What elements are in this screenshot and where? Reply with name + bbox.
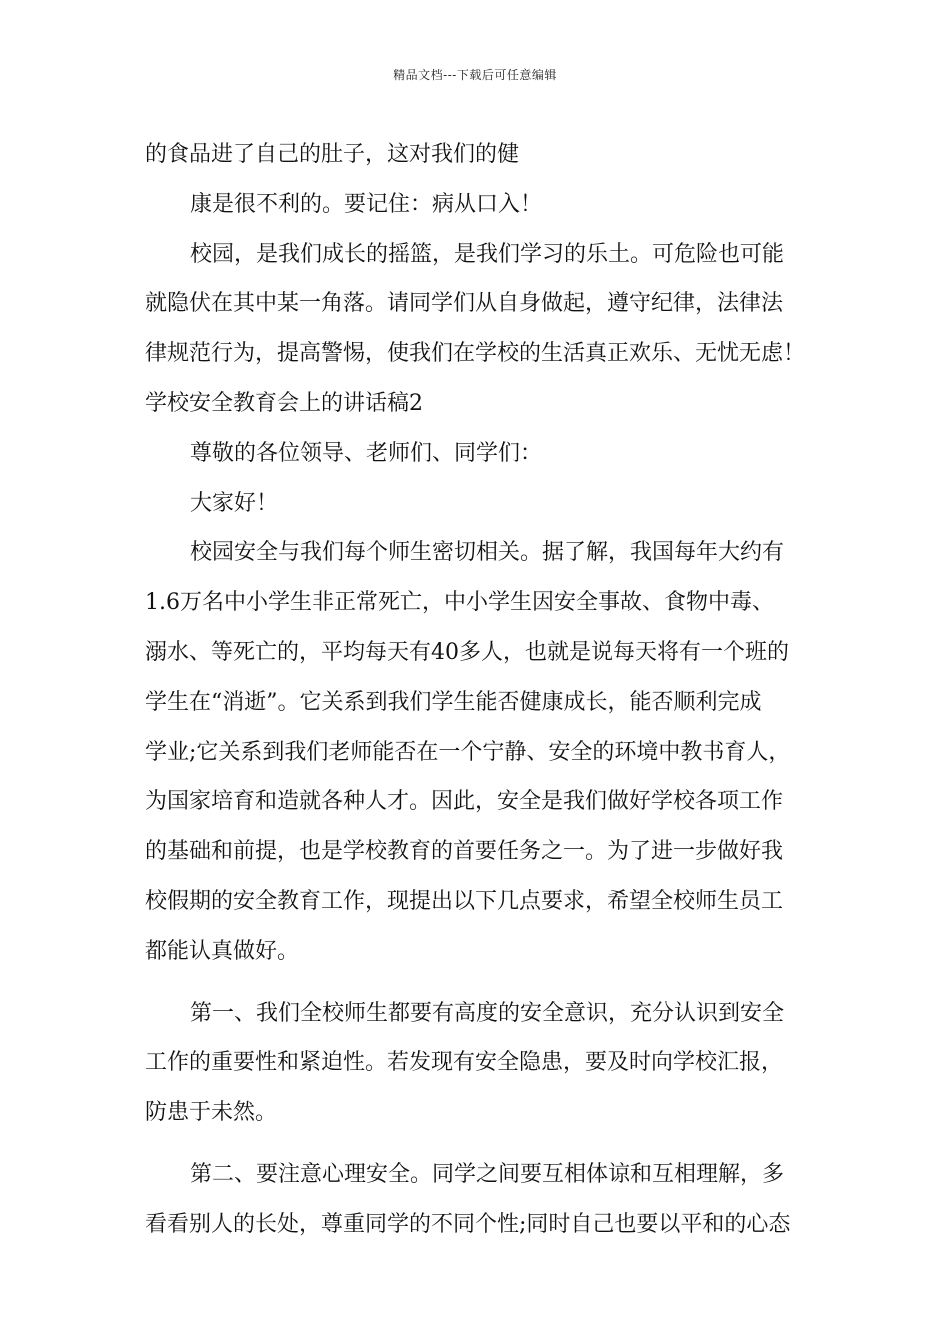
section-title: 学校安全教育会上的讲话稿2 [145,390,423,416]
paragraph-gap [145,1138,810,1150]
text-line: 学业;它关系到我们老师能否在一个宁静、安全的环境中教书育人， [145,739,791,765]
text-line: 工作的重要性和紧迫性。若发现有安全隐患，要及时向学校汇报， [145,1050,784,1076]
text-line: 的食品进了自己的肚子，这对我们的健 [145,142,520,167]
document-body [145,130,810,1250]
text-line: 溺水、等死亡的，平均每天有40多人，也就是说每天将有一个班的 [145,639,789,665]
paragraph-start-line: 校园安全与我们每个师生密切相关。据了解，我国每年大约有 [190,540,785,566]
text-line: 的基础和前提，也是学校教育的首要任务之一。为了进一步做好我 [145,839,784,865]
salutation-line: 尊敬的各位领导、老师们、同学们： [190,440,543,466]
paragraph-start-line: 第二、要注意心理安全。同学之间要互相体谅和互相理解，多 [190,1161,785,1187]
text-line: 学生在“消逝”。它关系到我们学生能否健康成长，能否顺利完成 [145,689,762,715]
paragraph-start-line: 校园，是我们成长的摇篮，是我们学习的乐土。可危险也可能 [190,241,785,267]
text-line: 康是很不利的。要记住：病从口入！ [190,191,543,217]
greeting-line: 大家好！ [190,490,279,516]
text-line: 校假期的安全教育工作，现提出以下几点要求，希望全校师生员工 [145,888,784,914]
text-line: 防患于未然。 [145,1100,278,1126]
text-line: 都能认真做好。 [145,938,300,964]
paragraph-start-line: 第一、我们全校师生都要有高度的安全意识，充分认识到安全 [190,1000,785,1026]
text-line: 就隐伏在其中某一角落。请同学们从自身做起，遵守纪律，法律法 [145,291,784,317]
text-line: 律规范行为，提高警惕，使我们在学校的生活真正欢乐、无忧无虑！ [145,341,806,367]
text-line: 看看别人的长处，尊重同学的不同个性;同时自己也要以平和的心态 [145,1211,791,1237]
text-line: 为国家培育和造就各种人才。因此，安全是我们做好学校各项工作 [145,789,784,815]
page-header: 精品文档---下载后可任意编辑 [393,68,557,82]
paragraph-gap [145,977,810,989]
text-line: 1.6万名中小学生非正常死亡，中小学生因安全事故、食物中毒、 [145,590,774,616]
